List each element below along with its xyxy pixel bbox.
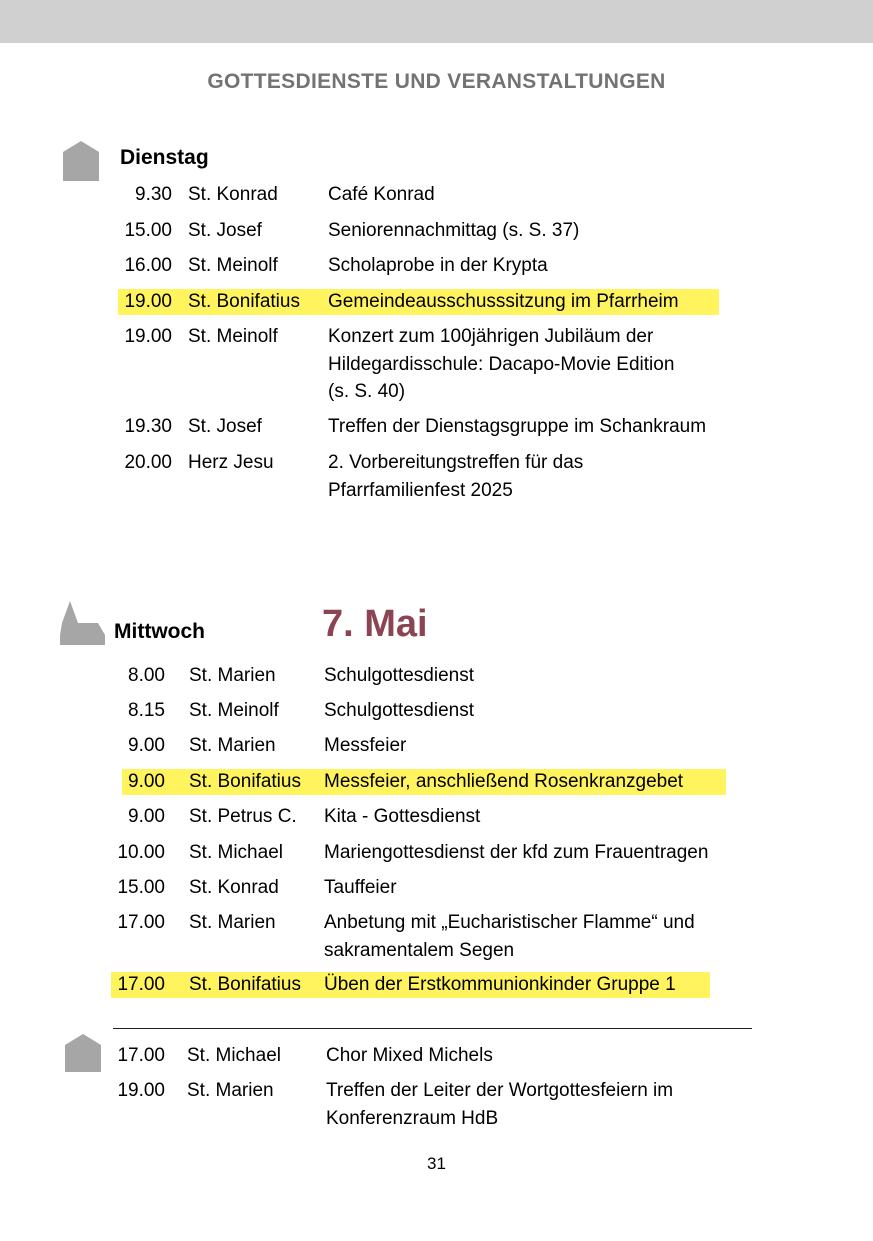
event-time: 16.00: [124, 255, 172, 276]
event-description: Tauffeier: [324, 877, 397, 898]
event-church: St. Petrus C.: [189, 806, 297, 827]
event-church: St. Bonifatius: [188, 291, 300, 312]
event-description: Café Konrad: [328, 184, 435, 205]
event-time: 10.00: [117, 842, 165, 863]
event-description: Pfarrfamilienfest 2025: [328, 479, 513, 501]
event-description: 2. Vorbereitungstreffen für das: [328, 452, 584, 473]
day-label-dienstag: Dienstag: [120, 146, 209, 169]
event-church: St. Konrad: [188, 184, 278, 205]
date-heading: 7. Mai: [322, 603, 428, 645]
event-description: Hildegardisschule: Dacapo-Movie Edition: [328, 353, 675, 375]
event-description: (s. S. 40): [328, 381, 406, 402]
event-church: St. Marien: [189, 735, 276, 756]
event-church: Herz Jesu: [188, 452, 274, 473]
church-house-icon: [65, 1034, 101, 1072]
event-description: Schulgottesdienst: [324, 665, 474, 686]
event-church: St. Meinolf: [188, 255, 278, 276]
event-time: 8.15: [128, 700, 165, 721]
event-time: 15.00: [124, 220, 172, 241]
day-label-mittwoch: Mittwoch: [114, 620, 205, 643]
event-description: Kita - Gottesdienst: [324, 806, 481, 827]
event-church: St. Marien: [189, 912, 276, 933]
event-time: 19.00: [124, 291, 172, 312]
event-church: St. Marien: [187, 1080, 274, 1101]
event-church: St. Josef: [188, 220, 262, 241]
event-description: Mariengottesdienst der kfd zum Frauentragen: [324, 842, 709, 863]
event-time: 9.00: [128, 771, 165, 792]
event-description: Treffen der Dienstagsgruppe im Schankraum: [328, 416, 707, 437]
event-time: 17.00: [117, 1045, 165, 1066]
event-church: St. Josef: [188, 416, 262, 437]
event-description: Anbetung mit „Eucharistischer Flamme“ und: [324, 912, 695, 933]
event-description: Üben der Erstkommunionkinder Gruppe 1: [324, 974, 676, 995]
event-church: St. Bonifatius: [189, 974, 301, 995]
event-church: St. Meinolf: [189, 700, 279, 721]
event-description: sakramentalem Segen: [324, 939, 515, 961]
event-time: 8.00: [128, 665, 165, 686]
church-tower-icon: [60, 601, 105, 645]
event-description: Chor Mixed Michels: [326, 1045, 493, 1066]
event-description: Konzert zum 100jährigen Jubiläum der: [328, 326, 654, 347]
event-time: 20.00: [124, 452, 172, 473]
event-church: St. Bonifatius: [189, 771, 301, 792]
event-church: St. Michael: [189, 842, 283, 863]
event-time: 19.00: [124, 326, 172, 347]
event-time: 9.00: [128, 735, 165, 756]
event-time: 19.30: [124, 416, 172, 437]
event-time: 19.00: [117, 1080, 165, 1101]
church-house-icon: [63, 141, 99, 181]
event-church: St. Michael: [187, 1045, 281, 1066]
event-church: St. Konrad: [189, 877, 279, 898]
event-description: Gemeindeausschusssitzung im Pfarrheim: [328, 291, 679, 312]
event-description: Schulgottesdienst: [324, 700, 474, 721]
event-description: Messfeier, anschließend Rosenkranzgebet: [324, 771, 684, 792]
event-time: 9.00: [128, 806, 165, 827]
page-number: 31: [427, 1154, 446, 1173]
event-church: St. Marien: [189, 665, 276, 686]
event-description: Seniorennachmittag (s. S. 37): [328, 220, 580, 241]
event-description: Messfeier: [324, 735, 407, 756]
event-time: 15.00: [117, 877, 165, 898]
event-time: 17.00: [117, 974, 165, 995]
event-description: Konferenzraum HdB: [326, 1107, 499, 1129]
event-time: 17.00: [117, 912, 165, 933]
top-gray-bar: [0, 0, 873, 43]
event-church: St. Meinolf: [188, 326, 278, 347]
event-time: 9.30: [135, 184, 172, 205]
page-title: GOTTESDIENSTE UND VERANSTALTUNGEN: [207, 70, 666, 93]
section-divider: [113, 1028, 752, 1029]
event-description: Scholaprobe in der Krypta: [328, 255, 548, 276]
event-description: Treffen der Leiter der Wortgottesfeiern im: [326, 1080, 674, 1101]
